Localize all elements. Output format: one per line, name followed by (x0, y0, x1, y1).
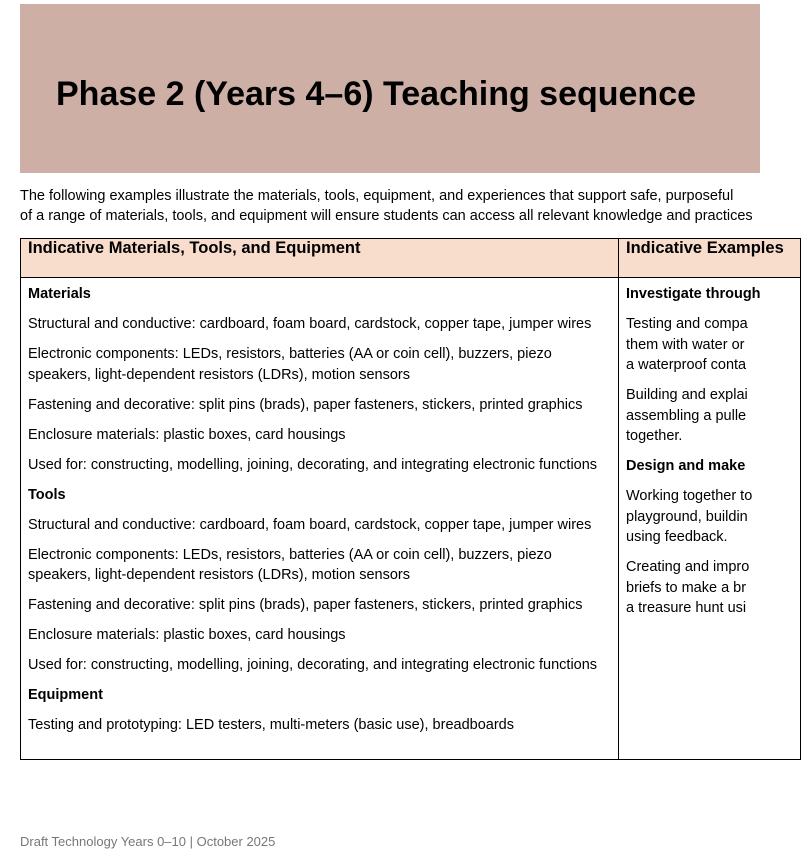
intro-line-2: of a range of materials, tools, and equipment will ensure students can access all relevant knowledge and practices (20, 208, 753, 224)
text-line: assembling a pulle (626, 407, 747, 424)
list-item: Used for: constructing, modelling, joining, decorating, and integrating electronic functions (28, 456, 598, 473)
col2-header: Indicative Examples (619, 239, 801, 278)
text-line: playground, buildin (626, 508, 748, 525)
equipment-heading: Equipment (28, 687, 103, 703)
investigate-paragraph-2 (626, 385, 793, 447)
title-banner (20, 4, 760, 173)
list-item: Testing and prototyping: LED testers, multi-meters (basic use), breadboards (28, 717, 514, 733)
table-row (21, 278, 801, 760)
list-item: Enclosure materials: plastic boxes, card housings (28, 426, 346, 443)
text-line: Building and explai (626, 387, 748, 403)
col1-header: Indicative Materials, Tools, and Equipment (21, 239, 619, 278)
examples-cell (619, 278, 801, 760)
list-item: Fastening and decorative: split pins (brads), paper fasteners, stickers, printed graphics (28, 396, 583, 413)
text-line: them with water or (626, 336, 745, 353)
table-header-row (21, 239, 801, 278)
page-title: Phase 2 (Years 4–6) Teaching sequence (56, 75, 697, 113)
tools-heading: Tools (28, 486, 66, 503)
list-item: Structural and conductive: cardboard, foam board, cardstock, copper tape, jumper wires (28, 316, 592, 332)
text-line: briefs to make a br (626, 579, 747, 596)
text-line: together. (626, 428, 683, 444)
list-item: Structural and conductive: cardboard, foam board, cardstock, copper tape, jumper wires (28, 516, 592, 533)
design-paragraph-2 (626, 557, 793, 619)
text-line: Testing and compa (626, 316, 748, 332)
text-line: Working together to (626, 488, 753, 504)
design-paragraph-1 (626, 486, 793, 548)
investigate-paragraph-1 (626, 314, 793, 376)
page-footer: Draft Technology Years 0–10 | October 2025 (20, 834, 276, 849)
list-item: Electronic components: LEDs, resistors, batteries (AA or coin cell), buzzers, piezo speakers, light-dependent resistors (LDRs), motion sensors (28, 346, 552, 383)
text-line: a treasure hunt usi (626, 600, 747, 616)
list-item: Enclosure materials: plastic boxes, card housings (28, 627, 346, 643)
text-line: using feedback. (626, 529, 728, 545)
materials-tools-cell (21, 278, 619, 760)
design-heading: Design and make (626, 458, 746, 474)
intro-paragraph (20, 186, 800, 226)
investigate-heading: Investigate through (626, 286, 761, 302)
list-item: Used for: constructing, modelling, joining, decorating, and integrating electronic functions (28, 657, 598, 673)
list-item: Electronic components: LEDs, resistors, batteries (AA or coin cell), buzzers, piezo speakers, light-dependent resistors (LDRs), motion sensors (28, 546, 552, 583)
teaching-sequence-table (20, 238, 801, 760)
materials-heading: Materials (28, 286, 91, 302)
text-line: a waterproof conta (626, 357, 747, 373)
list-item: Fastening and decorative: split pins (brads), paper fasteners, stickers, printed graphics (28, 597, 583, 613)
intro-line-1: The following examples illustrate the materials, tools, equipment, and experiences that support safe, purposeful (20, 188, 734, 204)
text-line: Creating and impro (626, 559, 750, 575)
